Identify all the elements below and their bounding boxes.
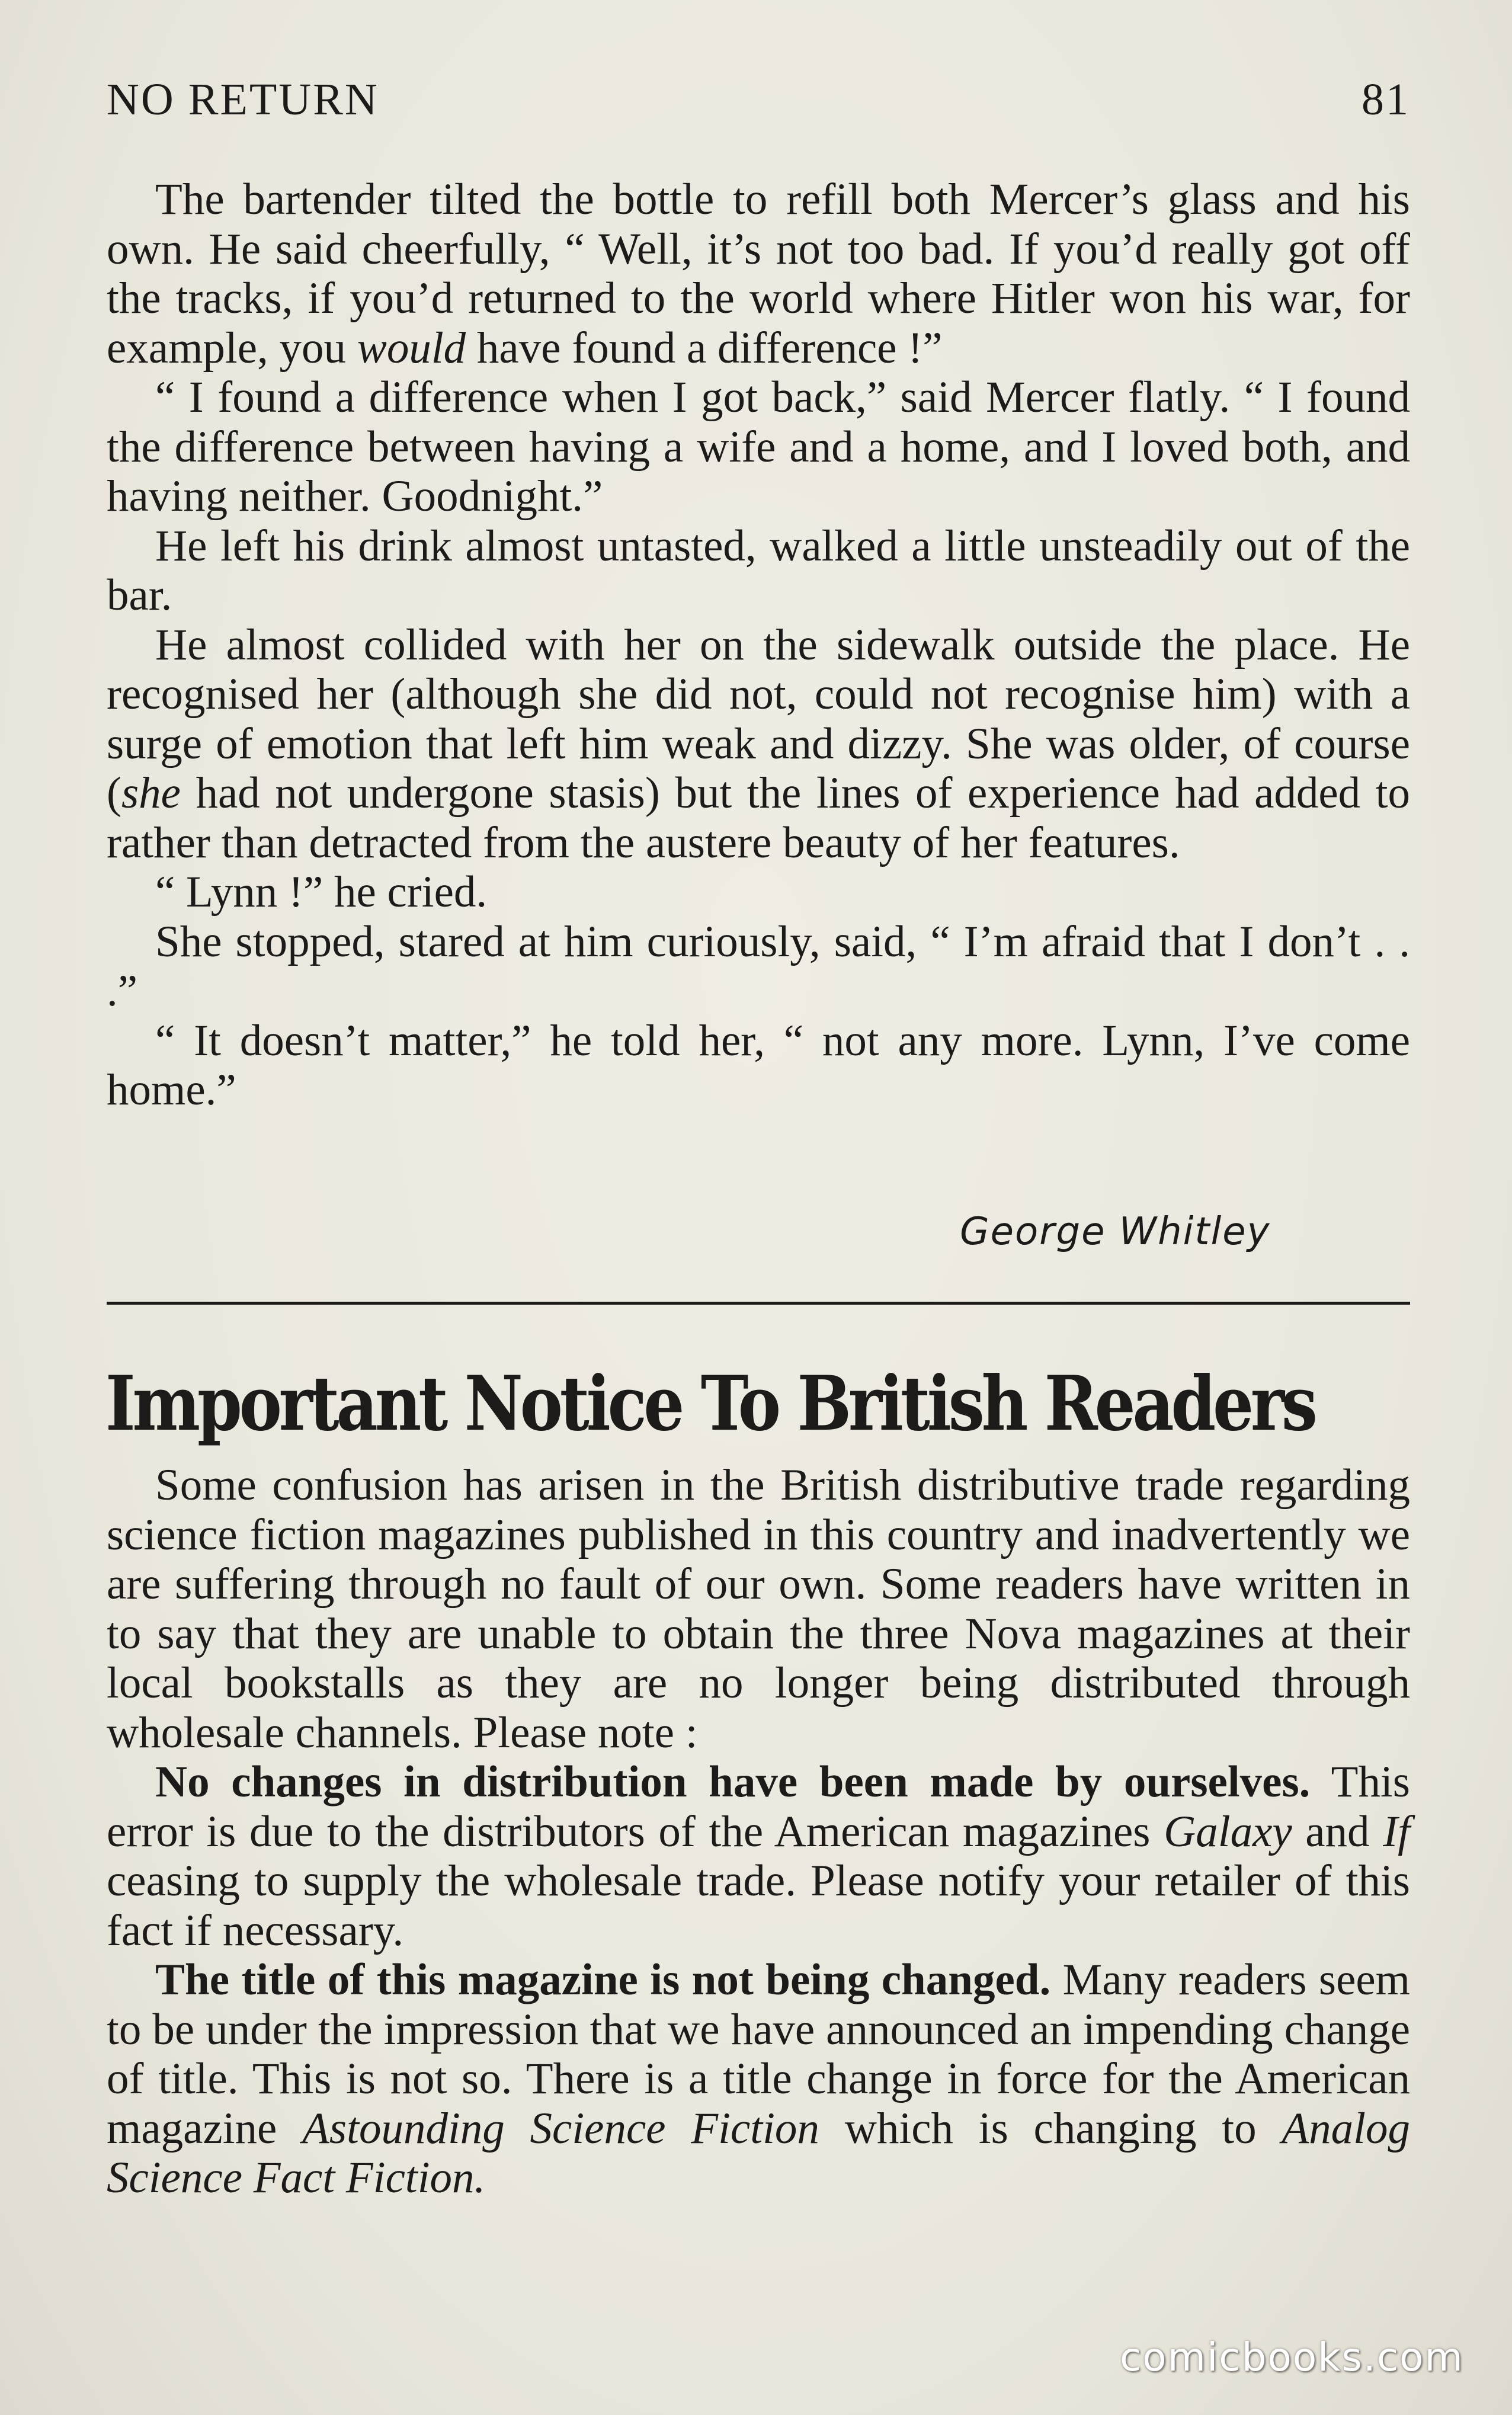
site-watermark: comicbooks.com xyxy=(1120,2334,1464,2380)
section-divider xyxy=(107,1302,1410,1305)
author-byline: George Whitley xyxy=(960,1210,1271,1254)
story-text xyxy=(107,175,1410,1115)
story-paragraph: He almost collided with her on the sidewalk outside the place. He recognised her (although she did not, could not recognise him) with a surge of emotion that left him weak and dizzy. She was older, of course (she had not undergone stasis) but the lines of experience had added to rather than detracted from the austere beauty of her features. xyxy=(107,620,1410,867)
story-paragraph: “ It doesn’t matter,” he told her, “ not any more. Lynn, I’ve come home.” xyxy=(107,1016,1410,1114)
notice-paragraph: No changes in distribution have been made by ourselves. This error is due to the distributors of the American magazines Galaxy and If ceasing to supply the wholesale trade. Please notify your retailer of this fact if necessary. xyxy=(107,1757,1411,1955)
story-paragraph: “ Lynn !” he cried. xyxy=(155,867,488,917)
story-paragraph: She stopped, stared at him curiously, said, “ I’m afraid that I don’t . . .” xyxy=(107,917,1410,1016)
notice-paragraph: The title of this magazine is not being changed. Many readers seem to be under the impression that we have announced an impending change of title. This is not so. There is a title change in force for the American magazine Astounding Science Fiction which is changing to Analog Science Fact Fiction. xyxy=(107,1955,1410,2202)
notice-text xyxy=(107,1460,1410,2203)
page-number: 81 xyxy=(1362,75,1410,124)
story-paragraph: “ I found a difference when I got back,” said Mercer flatly. “ I found the difference between having a wife and a home, and I loved both, and having neither. Goodnight.” xyxy=(107,373,1410,521)
notice-headline: Important Notice To British Readers xyxy=(105,1360,1315,1447)
notice-paragraph: Some confusion has arisen in the British distributive trade regarding science fiction magazines published in this country and inadvertently we are suffering through no fault of our own. Some readers have written in to say that they are unable to obtain the three Nova magazines at their local bookstalls as they are no longer being distributed through wholesale channels. Please note : xyxy=(107,1460,1410,1757)
story-paragraph: He left his drink almost untasted, walked a little unsteadily out of the bar. xyxy=(107,521,1410,620)
story-paragraph: The bartender tilted the bottle to refill both Mercer’s glass and his own. He said cheerfully, “ Well, it’s not too bad. If you’d really got off the tracks, if you’d returned to the world where Hitler won his war, for example, you would have found a difference !” xyxy=(107,175,1410,373)
running-title: NO RETURN xyxy=(107,75,379,124)
